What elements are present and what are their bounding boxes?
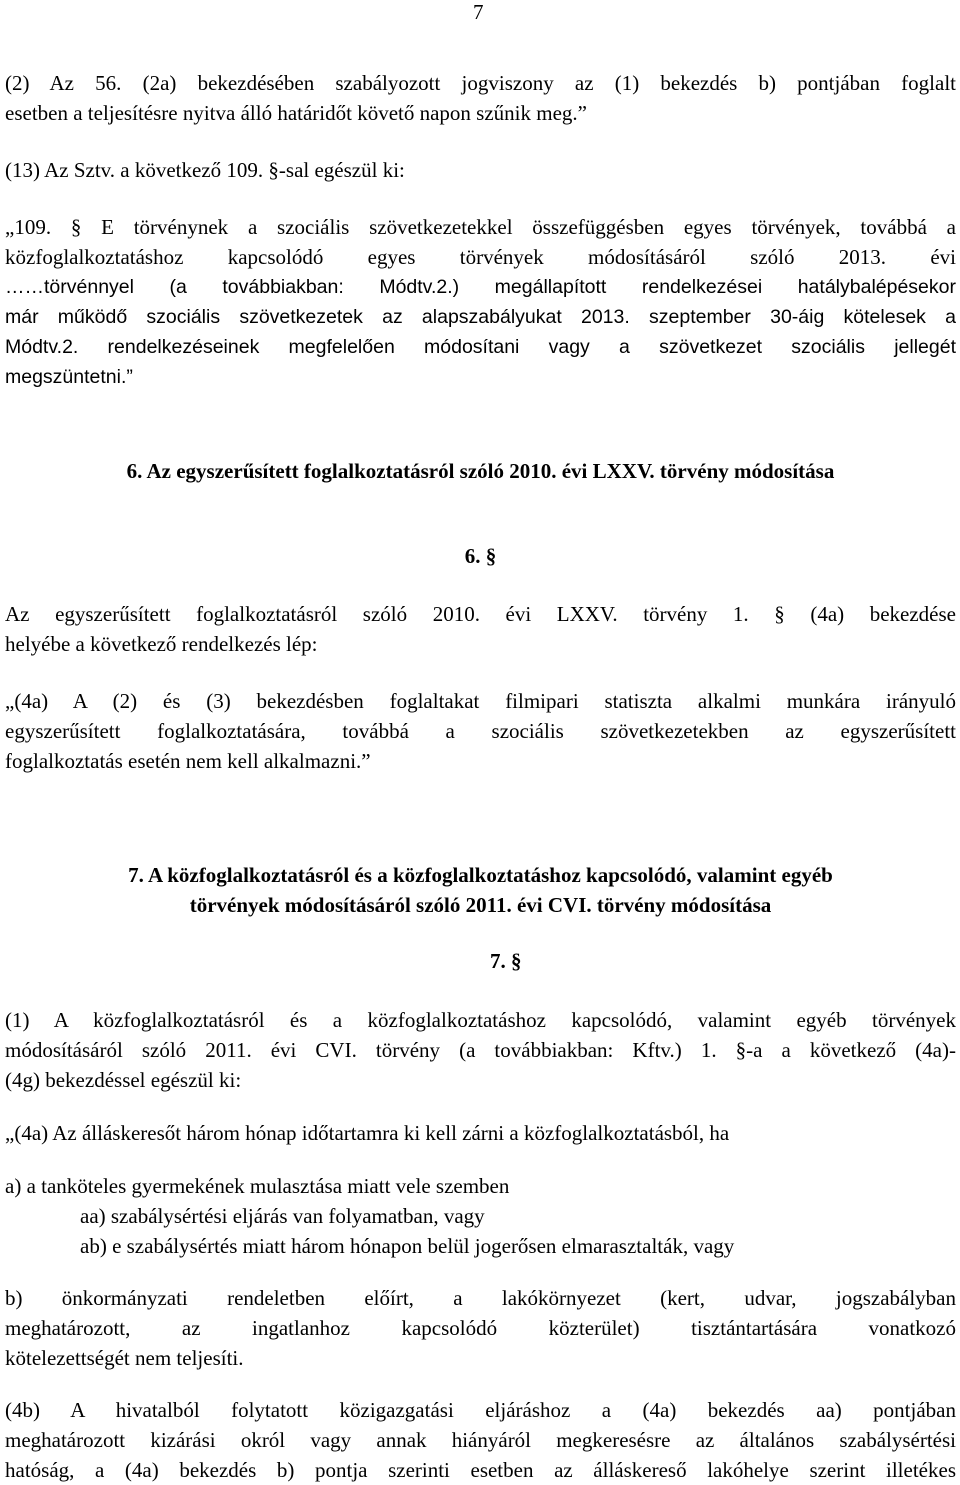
text-line: kötelezettségét nem teljesíti. [5, 1346, 244, 1370]
text-line: egyszerűsített foglalkoztatására, továbbá a szociális szövetkezetekben az egyszerűsített [5, 719, 956, 743]
heading-text: 7. A közfoglalkoztatásról és a közfoglalkoztatáshoz kapcsolódó, valamint egyéb [128, 863, 833, 887]
text-line: megszüntetni.” [5, 366, 133, 388]
text-line: foglalkoztatás esetén nem kell alkalmazni.” [5, 749, 371, 773]
text-line: „109. § E törvénynek a szociális szövetkezetekkel összefüggésben egyes törvények, továbbá a [5, 215, 956, 239]
heading-text: 6. Az egyszerűsített foglalkoztatásról szóló 2010. évi LXXV. törvény módosítása [126, 459, 835, 483]
text-line: hatóság, a (4a) bekezdés b) pontja szerinti esetben az álláskereső lakóhelye szerint illetékes [5, 1458, 956, 1482]
text-line: aa) szabálysértési eljárás van folyamatban, vagy [80, 1204, 485, 1228]
paragraph-13-intro [5, 155, 956, 185]
paragraph-109-quote [5, 212, 956, 392]
item-b [5, 1283, 956, 1373]
text-line: (2) Az 56. (2a) bekezdésében szabályozott jogviszony az (1) bekezdés b) pontjában foglalt [5, 71, 956, 95]
heading-text: törvények módosításáról szóló 2011. évi CVI. törvény módosítása [189, 893, 772, 917]
text-line: esetben a teljesítésre nyitva álló határidőt követő napon szűnik meg.” [5, 101, 587, 125]
text-line: a) a tanköteles gyermekének mulasztása miatt vele szemben [5, 1174, 510, 1198]
text-line: ……törvénnyel (a továbbiakban: Módtv.2.) megállapított rendelkezései hatálybalépésekor [5, 276, 956, 298]
section-7-para-1 [5, 1005, 956, 1095]
text-line: már működő szociális szövetkezetek az alapszabályukat 2013. szeptember 30-áig kötelesek a [5, 306, 956, 328]
paragraph-2-section-56 [5, 68, 956, 128]
section-7-heading [5, 860, 956, 920]
text-line: Módtv.2. rendelkezéseinek megfelelően módosítani vagy a szövetkezet szociális jellegét [5, 336, 956, 358]
text-line: (4b) A hivatalból folytatott közigazgatási eljáráshoz a (4a) bekezdés aa) pontjában [5, 1398, 956, 1422]
text-line: „(4a) Az álláskeresőt három hónap időtartamra ki kell zárni a közfoglalkoztatásból, ha [5, 1121, 730, 1145]
text-line: ab) e szabálysértés miatt három hónapon belül jogerősen elmarasztalták, vagy [80, 1234, 735, 1258]
section-7-paragraph-mark [490, 946, 590, 976]
section-6-text [5, 599, 956, 659]
text-line: (1) A közfoglalkoztatásról és a közfoglalkoztatáshoz kapcsolódó, valamint egyéb törvények [5, 1008, 956, 1032]
item-a [5, 1171, 956, 1201]
item-aa [80, 1201, 950, 1231]
section-6-heading [5, 456, 956, 486]
section-6-paragraph-mark [5, 541, 956, 571]
section-7-quote-4a [5, 1118, 956, 1148]
text-line: b) önkormányzati rendeletben előírt, a lakókörnyezet (kert, udvar, jogszabályban [5, 1286, 956, 1310]
text-line: közfoglalkoztatáshoz kapcsolódó egyes törvények módosításáról szóló 2013. évi [5, 245, 956, 269]
text-line: „(4a) A (2) és (3) bekezdésben foglaltakat filmipari statiszta alkalmi munkára irányuló [5, 689, 956, 713]
text-line: meghatározott, az ingatlanhoz kapcsolódó közterület) tisztántartására vonatkozó [5, 1316, 956, 1340]
item-ab [80, 1231, 950, 1261]
paragraph-mark: 7. § [490, 949, 522, 973]
text-line: (4g) bekezdéssel egészül ki: [5, 1068, 242, 1092]
text-line: Az egyszerűsített foglalkoztatásról szóló 2010. évi LXXV. törvény 1. § (4a) bekezdése [5, 602, 956, 626]
text-line: helyébe a következő rendelkezés lép: [5, 632, 318, 656]
section-6-quote [5, 686, 956, 776]
text-line: meghatározott kizárási okról vagy annak hiányáról megkeresésre az általános szabálysértési [5, 1428, 956, 1452]
text-line: (13) Az Sztv. a következő 109. §-sal egészül ki: [5, 158, 405, 182]
page-number: 7 [473, 0, 484, 24]
paragraph-mark: 6. § [464, 544, 497, 568]
paragraph-4b [5, 1395, 956, 1485]
text-line: módosításáról szóló 2011. évi CVI. törvény (a továbbiakban: Kftv.) 1. §-a a következő (4a)- [5, 1038, 956, 1062]
